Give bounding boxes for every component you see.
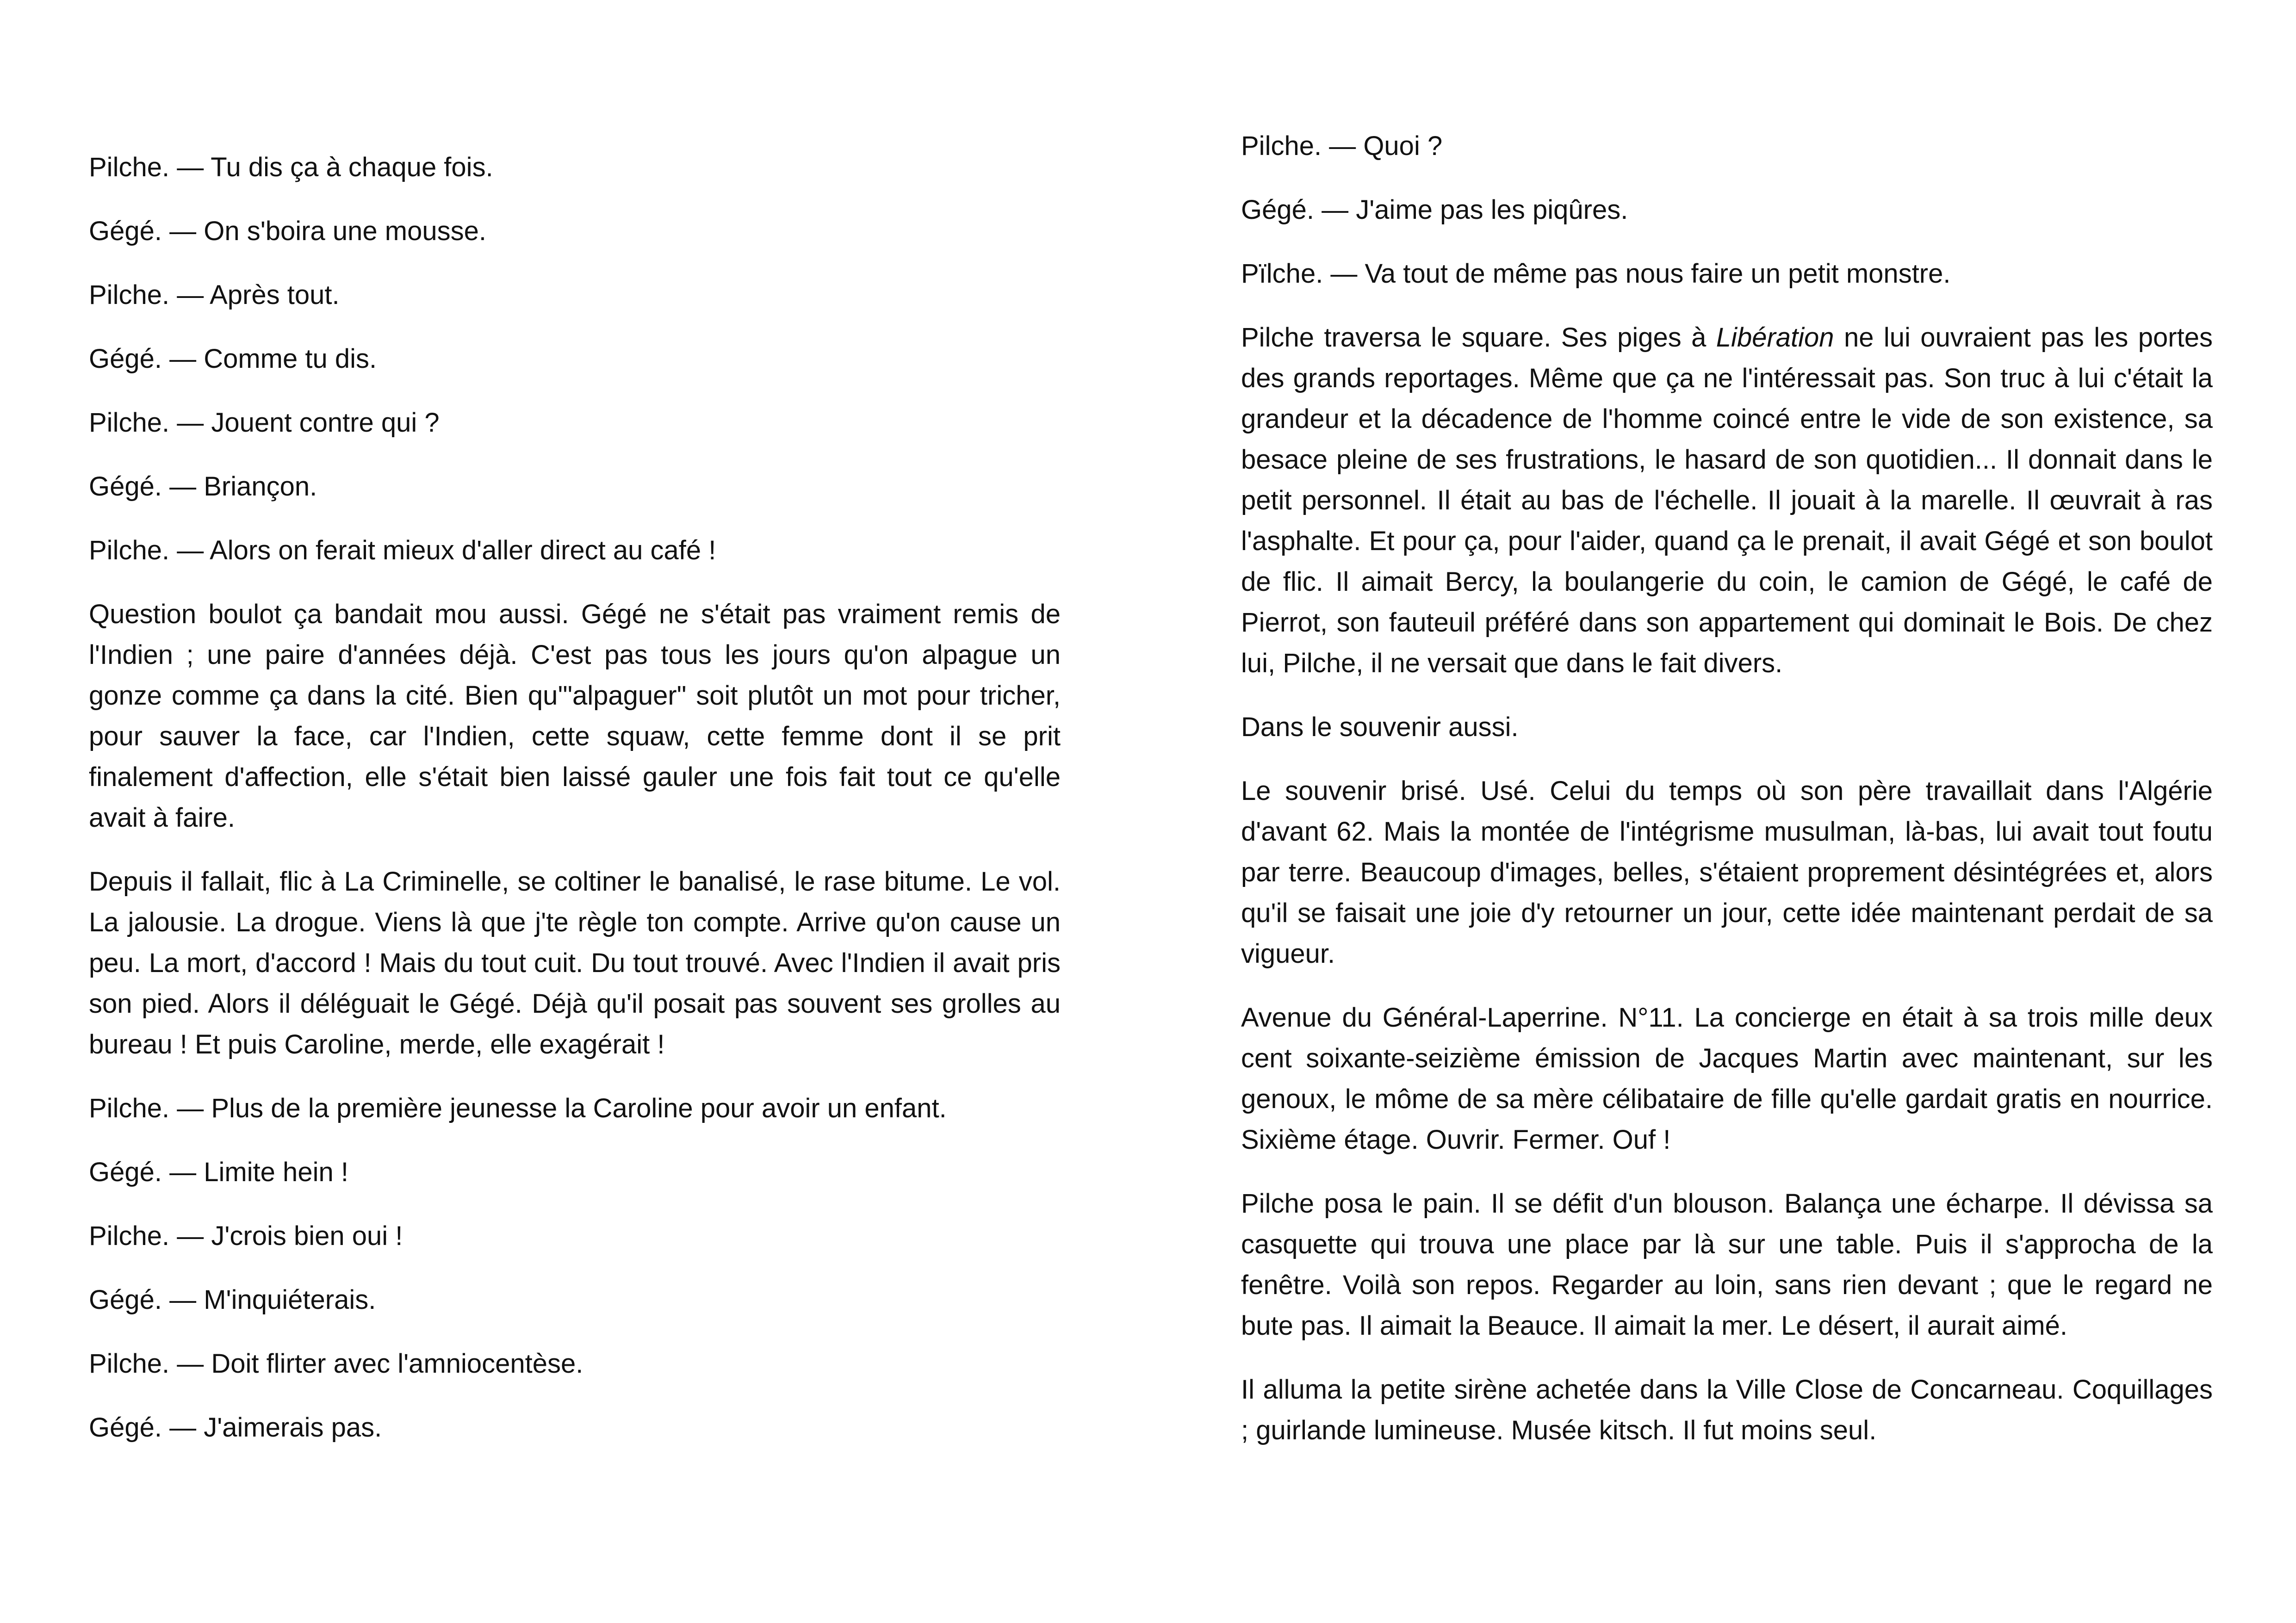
dialogue-line: Pilche. — J'crois bien oui !: [89, 1221, 403, 1251]
paragraph-text-start: Pilche traversa le square. Ses piges à: [1241, 322, 1716, 353]
narrative-paragraph: Question boulot ça bandait mou aussi. Gégé ne s'était pas vraiment remis de l'Indien ; une paire d'années déjà. C'est pas tous les jours qu'on alpague un gonze comme ça dans la cité. Bien qu'"alpaguer" soit plutôt un mot pour tricher, pour sauver la face, car l'Indien, cette squaw, cette femme dont il se prit finalement d'affection, elle s'était bien laissé gauler une fois fait tout ce qu'elle avait à faire.: [89, 599, 1061, 833]
right-page: [1241, 126, 2213, 1474]
dialogue-line: Pïlche. — Va tout de même pas nous faire un petit monstre.: [1241, 259, 1951, 289]
narrative-paragraph: Depuis il fallait, flic à La Criminelle, se coltiner le banalisé, le rase bitume. Le vol. La jalousie. La drogue. Viens là que j'te règle ton compte. Arrive qu'on cause un peu. La mort, d'accord ! Mais du tout cuit. Du tout trouvé. Avec l'Indien il avait pris son pied. Alors il déléguait le Gégé. Déjà qu'il posait pas souvent ses grolles au bureau ! Et puis Caroline, merde, elle exagérait !: [89, 867, 1061, 1059]
dialogue-line: Pilche. — Plus de la première jeunesse la Caroline pour avoir un enfant.: [89, 1093, 947, 1123]
dialogue-line: Pilche. — Après tout.: [89, 280, 340, 310]
narrative-paragraph: Le souvenir brisé. Usé. Celui du temps où son père travaillait dans l'Algérie d'avant 62. Mais la montée de l'intégrisme musulman, là-bas, lui avait tout foutu par terre. Beaucoup d'images, belles, s'étaient proprement désintégrées et, alors qu'il se faisait une joie d'y retourner un jour, cette idée maintenant perdait de sa vigueur.: [1241, 776, 2213, 969]
dialogue-line: Pilche. — Quoi ?: [1241, 131, 1443, 161]
narrative-paragraph: [1241, 317, 2213, 684]
dialogue-line: Gégé. — Limite hein !: [89, 1157, 348, 1187]
dialogue-line: Pilche. — Tu dis ça à chaque fois.: [89, 152, 493, 182]
narrative-paragraph: Avenue du Général-Laperrine. N°11. La concierge en était à sa trois mille deux cent soixante-seizième émission de Jacques Martin avec maintenant, sur les genoux, le môme de sa mère célibataire de fille qu'elle gardait gratis en nourrice. Sixième étage. Ouvrir. Fermer. Ouf !: [1241, 1003, 2213, 1155]
narrative-paragraph: Dans le souvenir aussi.: [1241, 712, 1519, 742]
dialogue-line: Gégé. — On s'boira une mousse.: [89, 216, 486, 246]
dialogue-line: Pilche. — Jouent contre qui ?: [89, 408, 440, 438]
dialogue-line: Gégé. — J'aime pas les piqûres.: [1241, 195, 1628, 225]
left-page: [89, 147, 1061, 1471]
dialogue-line: Pilche. — Doit flirter avec l'amniocentèse.: [89, 1349, 583, 1379]
dialogue-line: Gégé. — M'inquiéterais.: [89, 1285, 376, 1315]
dialogue-line: Gégé. — Comme tu dis.: [89, 344, 377, 374]
dialogue-line: Gégé. — J'aimerais pas.: [89, 1412, 382, 1443]
dialogue-line: Pilche. — Alors on ferait mieux d'aller direct au café !: [89, 535, 716, 565]
narrative-paragraph: Il alluma la petite sirène achetée dans la Ville Close de Concarneau. Coquillages ; guirlande lumineuse. Musée kitsch. Il fut moins seul.: [1241, 1375, 2213, 1445]
dialogue-line: Gégé. — Briançon.: [89, 471, 317, 502]
paragraph-text-end: ne lui ouvraient pas les portes des grands reportages. Même que ça ne l'intéressait pas. Son truc à lui c'était la grandeur et la décadence de l'homme coincé entre le vide de son existence, sa besace pleine de ses frustrations, le hasard de son quotidien... Il donnait dans le petit personnel. Il était au bas de l'échelle. Il jouait à la marelle. Il œuvrait à ras l'asphalte. Et pour ça, pour l'aider, quand ça le prenait, il avait Gégé et son boulot de flic. Il aimait Bercy, la boulangerie du coin, le camion de Gégé, le café de Pierrot, son fauteuil préféré dans son appartement qui dominait le Bois. De chez lui, Pilche, il ne versait que dans le fait divers.: [1241, 322, 2213, 678]
newspaper-title: Libération: [1716, 322, 1834, 353]
narrative-paragraph: Pilche posa le pain. Il se défit d'un blouson. Balança une écharpe. Il dévissa sa casquette qui trouva une place par là sur une table. Puis il s'approcha de la fenêtre. Voilà son repos. Regarder au loin, sans rien devant ; que le regard ne bute pas. Il aimait la Beauce. Il aimait la mer. Le désert, il aurait aimé.: [1241, 1189, 2213, 1341]
